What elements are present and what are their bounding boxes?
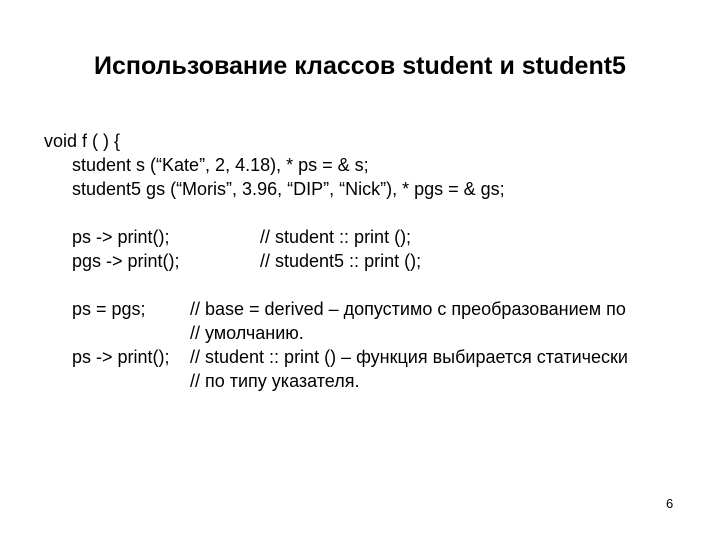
code-comment: // base = derived – допустимо с преобразованием по	[190, 299, 626, 319]
slide-title: Использование классов student и student5	[94, 52, 626, 80]
code-comment: // student :: print ();	[260, 227, 412, 247]
code-line: student s (“Kate”, 2, 4.18), * ps = & s;	[72, 155, 369, 175]
page-number: 6	[666, 496, 674, 511]
code-comment: // student :: print () – функция выбирается статически	[190, 347, 628, 367]
code-line: ps -> print();	[72, 227, 170, 247]
code-comment: // умолчанию.	[190, 323, 304, 343]
code-line: void f ( ) {	[44, 131, 121, 151]
code-comment: // по типу указателя.	[190, 371, 360, 391]
code-line: ps = pgs;	[72, 299, 146, 319]
code-line: pgs -> print();	[72, 251, 180, 271]
code-comment: // student5 :: print ();	[260, 251, 422, 271]
code-line: student5 gs (“Moris”, 3.96, “DIP”, “Nick”), * pgs = & gs;	[72, 179, 505, 199]
code-line: ps -> print();	[72, 347, 170, 367]
